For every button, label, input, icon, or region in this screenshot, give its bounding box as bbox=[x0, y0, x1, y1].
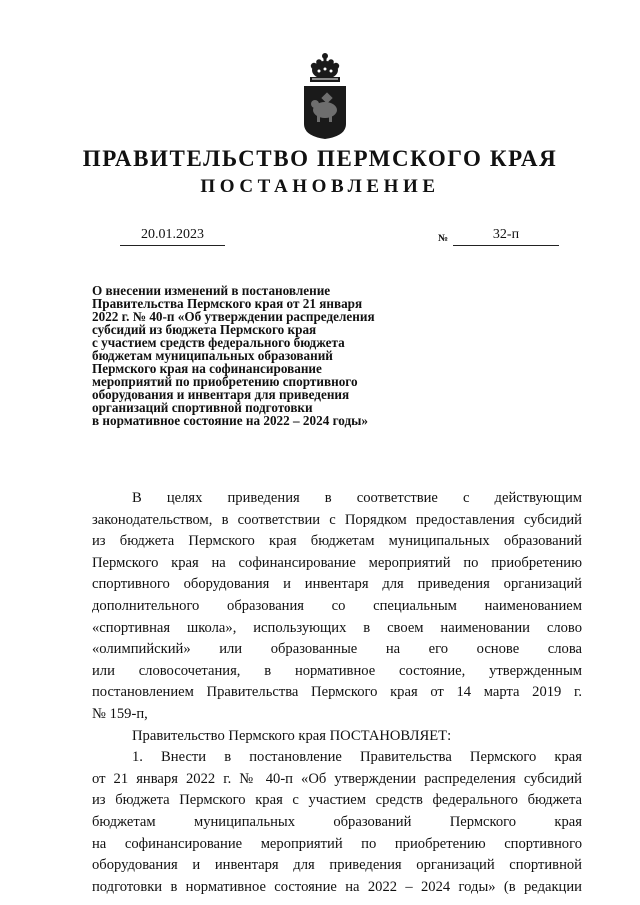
subject-line: оборудования и инвентаря для приведения bbox=[92, 387, 350, 402]
document-body bbox=[92, 488, 582, 898]
body-line: спортивного оборудования и инвентаря для приведения организаций bbox=[92, 576, 582, 593]
body-line: на софинансирование мероприятий по приобретению спортивного bbox=[92, 835, 582, 852]
resolution-paragraph bbox=[92, 726, 582, 748]
subject-line: с участием средств федерального бюджета bbox=[92, 335, 345, 350]
body-line: Правительство Пермского края ПОСТАНОВЛЯЕТ: bbox=[132, 727, 452, 744]
preamble-paragraph bbox=[92, 488, 582, 726]
subject-line: Правительства Пермского края от 21 января bbox=[92, 296, 363, 311]
document-number: 32-п bbox=[453, 227, 559, 246]
body-line: 1. Внести в постановление Правительства Пермского края bbox=[132, 749, 582, 766]
body-line: законодательством, в соответствии с Порядком предоставления субсидий bbox=[92, 511, 582, 528]
clause-1-paragraph bbox=[92, 747, 582, 898]
body-line: оборудования и инвентаря для приведения организаций спортивной bbox=[92, 857, 582, 874]
document-type: ПОСТАНОВЛЕНИЕ bbox=[200, 176, 440, 197]
body-line: из бюджета Пермского края с участием средств федерального бюджета bbox=[92, 792, 582, 809]
body-line: Пермского края на софинансирование мероприятий по приобретению bbox=[92, 554, 582, 571]
body-line: подготовки в нормативное состояние на 2022 – 2024 годы» (в редакции bbox=[92, 878, 582, 895]
body-line: «олимпийский» или образованные на его основе слова bbox=[92, 641, 582, 658]
body-line: из бюджета Пермского края бюджетам муниципальных образований bbox=[92, 533, 582, 550]
subject-line: в нормативное состояние на 2022 – 2024 годы» bbox=[92, 413, 369, 428]
body-line: постановлением Правительства Пермского края от 14 марта 2019 г. bbox=[92, 684, 582, 701]
subject-line: 2022 г. № 40-п «Об утверждении распределения bbox=[92, 309, 375, 324]
body-line: от 21 января 2022 г. № 40-п «Об утверждении распределения субсидий bbox=[92, 770, 582, 787]
number-label: № bbox=[438, 233, 449, 244]
subject-line: субсидий из бюджета Пермского края bbox=[92, 322, 317, 337]
body-line: В целях приведения в соответствие с действующим bbox=[132, 490, 582, 506]
body-line: дополнительного образования со специальным наименованием bbox=[92, 597, 582, 614]
document-date: 20.01.2023 bbox=[120, 227, 225, 246]
document-subject bbox=[92, 284, 452, 427]
subject-line: Пермского края на софинансирование bbox=[92, 361, 322, 376]
subject-line: мероприятий по приобретению спортивного bbox=[92, 374, 358, 389]
body-line: бюджетам муниципальных образований Пермского края bbox=[92, 813, 582, 830]
subject-line: организаций спортивной подготовки bbox=[92, 400, 313, 415]
subject-line: О внесении изменений в постановление bbox=[92, 283, 331, 298]
body-line: или словосочетания, в нормативное состояние, утвержденным bbox=[92, 662, 582, 679]
government-title: ПРАВИТЕЛЬСТВО ПЕРМСКОГО КРАЯ bbox=[82, 146, 558, 171]
perm-krai-coat-of-arms bbox=[299, 50, 351, 140]
body-line: № 159-п, bbox=[92, 705, 148, 722]
subject-line: бюджетам муниципальных образований bbox=[92, 348, 333, 363]
body-line: «спортивная школа», использующих в своем наименовании слово bbox=[92, 619, 582, 636]
